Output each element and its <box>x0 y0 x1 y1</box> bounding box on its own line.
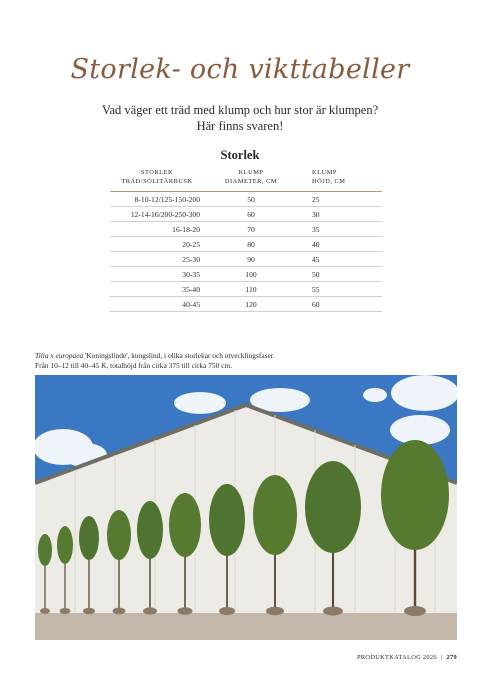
header-diameter: KLUMP DIAMETER, CM <box>204 166 298 192</box>
table-row <box>110 222 382 237</box>
table-row <box>110 282 382 297</box>
cell-size: 16-18-20 <box>110 222 204 237</box>
cell-size: 30-35 <box>110 267 204 282</box>
cell-height: 60 <box>298 297 382 312</box>
cell-diameter: 50 <box>204 192 298 207</box>
table-row <box>110 237 382 252</box>
cell-height: 30 <box>298 207 382 222</box>
cell-height: 40 <box>298 237 382 252</box>
table-row <box>110 267 382 282</box>
cell-size: 20-25 <box>110 237 204 252</box>
caption-species: Tilia x europaea <box>35 351 84 360</box>
cell-size: 8-10-12/125-150-200 <box>110 192 204 207</box>
page-footer <box>357 654 457 661</box>
cell-height: 55 <box>298 282 382 297</box>
intro-line-2: Här finns svaren! <box>196 119 284 133</box>
header-size: STORLEK TRÄD/SOLITÄRBUSK <box>110 166 204 192</box>
cell-diameter: 70 <box>204 222 298 237</box>
footer-separator: | <box>440 654 443 661</box>
cell-size: 12-14-16/200-250-300 <box>110 207 204 222</box>
caption-line-1 <box>35 351 455 361</box>
tree-photo <box>35 375 457 640</box>
table-row <box>110 297 382 312</box>
table-title: Storlek <box>220 148 260 162</box>
cell-height: 50 <box>298 267 382 282</box>
cell-size: 25-30 <box>110 252 204 267</box>
caption-line-2: Från 10–12 till 40–45 K, totalhöjd från cirka 375 till cirka 750 cm. <box>35 361 233 370</box>
page-number: 279 <box>446 654 457 661</box>
cell-height: 25 <box>298 192 382 207</box>
size-table <box>110 166 382 312</box>
cell-size: 35-40 <box>110 282 204 297</box>
cell-height: 35 <box>298 222 382 237</box>
cell-diameter: 80 <box>204 237 298 252</box>
header-height: KLUMP HÖJD, CM <box>298 166 382 192</box>
cell-diameter: 100 <box>204 267 298 282</box>
cell-size: 40-45 <box>110 297 204 312</box>
table-row <box>110 192 382 207</box>
caption-description: 'Koningslinde', kungslind, i olika storlekar och utvecklingsfaser. <box>83 351 275 360</box>
cell-diameter: 120 <box>204 297 298 312</box>
tree-photo-illustration <box>35 375 457 640</box>
ground <box>35 613 457 640</box>
intro-line-1: Vad väger ett träd med klump och hur stor är klumpen? <box>101 103 379 117</box>
intro-text <box>0 102 480 134</box>
catalog-name: PRODUKTKATALOG 2026 <box>356 654 437 661</box>
cell-diameter: 90 <box>204 252 298 267</box>
page-heading: Storlek- och vikttabeller <box>70 54 410 85</box>
table-row <box>110 207 382 222</box>
table-row <box>110 252 382 267</box>
cell-diameter: 60 <box>204 207 298 222</box>
photo-caption <box>35 351 455 371</box>
cell-diameter: 110 <box>204 282 298 297</box>
table-header-row <box>110 166 382 192</box>
cell-height: 45 <box>298 252 382 267</box>
